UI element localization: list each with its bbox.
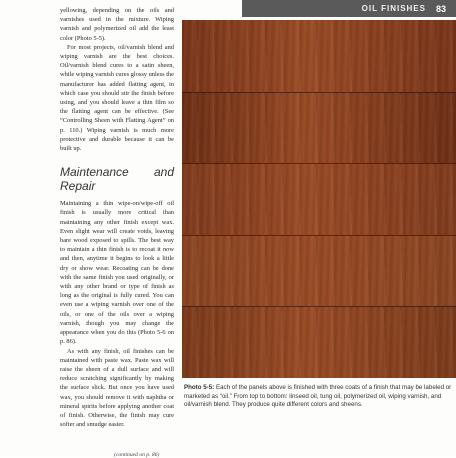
wood-panel	[182, 92, 456, 164]
panel-seam	[182, 163, 456, 164]
paragraph: yellowing, depending on the oils and varnishes used in the mixture. Wiping varnish and polymerized oil add the least color (Photo 5-5).	[60, 7, 174, 42]
caption-label: Photo 5-5:	[184, 384, 215, 391]
wood-panels-photo	[182, 20, 456, 378]
panel-seam	[182, 235, 456, 236]
caption-text: Each of the panels above is finished with three coats of a finish that may be labeled or marketed as “oil.” From top to bottom: linseed oil, tung oil, polymerized oil, wiping varnish, and oil/varnish blend. They produce quite different colors and sheens.	[184, 384, 452, 409]
text-column	[60, 6, 174, 429]
panel-seam	[182, 92, 456, 93]
continued-note: (continued on p. 86)	[114, 452, 160, 458]
panel-seam	[182, 306, 456, 307]
wood-panel	[182, 163, 456, 235]
wood-panel	[182, 235, 456, 307]
wood-panel	[182, 20, 456, 92]
paragraph: Maintaining a thin wipe-on/wipe-off oil finish is usually more critical than maintaining any other finish except wax. Even slight wear will create voids, leaving bare wood exposed to spills. The best way to maintain a thin finish is to recoat it now and then, anytime it begins to look a little dry or show wear. Recoating can be done with the same finish you used originally, or with any other brand or type of finish as long as the original is fully cured. You can even use a wiping varnish over one of the oils, or one of the oils over a wiping varnish, though you may change the appearance when you do this (Photo 5-6 on p. 86).	[60, 200, 174, 346]
wood-panel	[182, 306, 456, 378]
paragraph: For most projects, oil/varnish blend and wiping varnish are the best choices. Oil/varnish blend cures to a satin sheen, while wiping varnish cures glossy unless the manufacturer has added flatting agent, in which case you should stir the finish before using, and you should leave a thin film so the flatting agent can be effective. (See “Controlling Sheen with Flatting Agent” on p. 110.) Wiping varnish is much more protective and durable because it can be built up.	[60, 43, 174, 153]
running-header	[242, 0, 456, 17]
section-title: OIL FINISHES	[361, 4, 426, 13]
photo-caption	[184, 384, 452, 410]
paragraph: As with any finish, oil finishes can be maintained with paste wax. Paste wax will raise the sheen of a dull surface and will reduce scratching significantly by making the surface slick. But once you have used wax, you should remove it with naphtha or mineral spirits before applying another coat of finish. Otherwise, the finish may cure softer and smudge easier.	[60, 347, 174, 429]
page-number: 83	[435, 3, 446, 14]
section-heading: Maintenance and Repair	[60, 165, 174, 194]
